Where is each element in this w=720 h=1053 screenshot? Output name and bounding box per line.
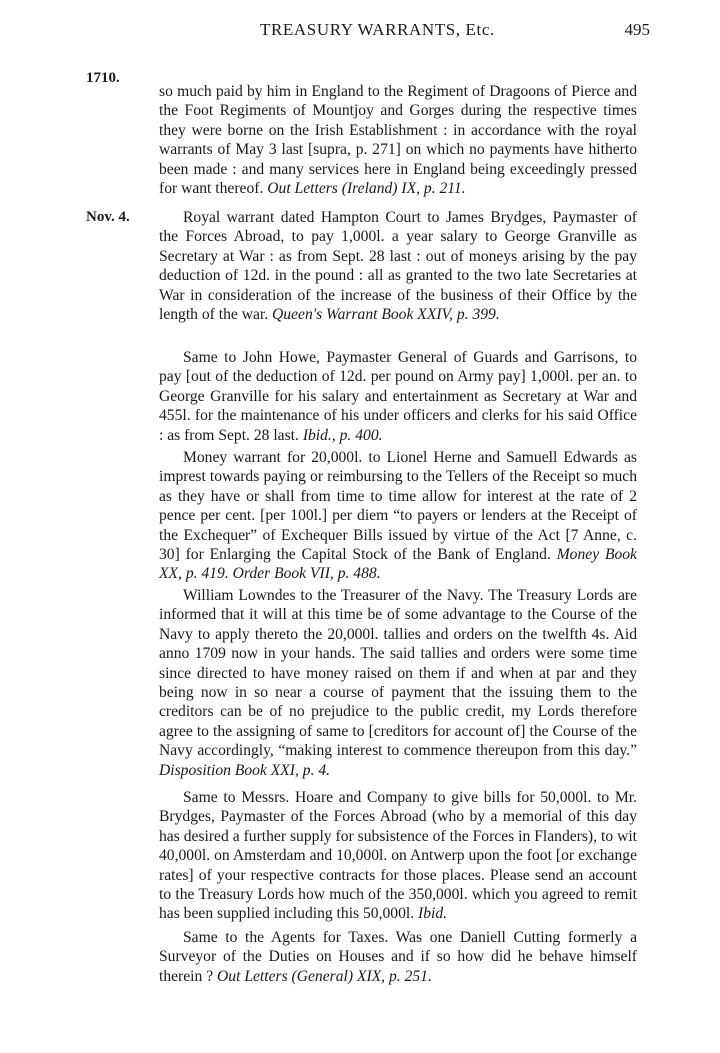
margin-date-nov4: Nov. 4. [86, 209, 130, 225]
entry-text: Money warrant for 20,000l. to Lionel Herne and Samuell Edwards as imprest towards paying or reimbursing to the Tellers of the Receipt so much as they have or shall from time to time allow for interest at the rate of 2 pence per cent. [per 100l.] per diem “to payers or lenders at the Receipt of the Exchequer” of Exchequer Bills issued by virtue of the Act [7 Anne, c. 30] for Enlarging the Capital Stock of the Bank of England. [159, 449, 637, 564]
entry-royal-warrant-brydges [159, 208, 637, 324]
running-title: TREASURY WARRANTS, Etc. [260, 20, 495, 39]
page-number: 495 [624, 20, 650, 39]
entry-citation: Queen's Warrant Book XXIV, p. 399. [272, 306, 500, 324]
entry-text: Same to John Howe, Paymaster General of Guards and Garrisons, to pay [out of the deduction of 12d. per pound on Army pay] 1,000l. per an. to George Granville for his salary and entertainment as Secretary at War and 455l. for the maintenance of his under officers and clerks for his said Office : as from Sept. 28 last. [159, 349, 637, 444]
entry-citation: Money Book XX, p. 419. Order Book VII, p. 488. [159, 546, 637, 583]
entry-john-howe [159, 348, 637, 445]
entry-citation: Ibid. [418, 905, 448, 923]
entry-citation: Out Letters (Ireland) IX, p. 211. [267, 180, 466, 198]
entry-text: Same to Messrs. Hoare and Company to give bills for 50,000l. to Mr. Brydges, Paymaster of the Forces Abroad (who by a memorial of this day has desired a further supply for subsistence of the Forces in Flanders), to wit 40,000l. on Amsterdam and 10,000l. on Antwerp upon the foot [or exchange rates] of your respective contracts for those places. Please send an account to the Treasury Lords how much of the 350,000l. which you agreed to remit has been supplied including this 50,000l. [159, 789, 637, 923]
entry-hoare-company [159, 788, 637, 924]
entry-text: Royal warrant dated Hampton Court to James Brydges, Paymaster of the Forces Abroad, to pay 1,000l. a year salary to George Granville as Secretary at War : as from Sept. 28 last : out of moneys arising by the pay deduction of 12d. in the pound : all as granted to the two late Secretaries at War in consideration of the increase of the business of their Office by the length of the war. [159, 209, 637, 324]
entry-text: William Lowndes to the Treasurer of the Navy. The Treasury Lords are informed that it will at this time be of some advantage to the Course of the Navy to apply thereto the 20,000l. tallies and orders on the twelfth 4s. Aid anno 1709 now in your hands. The said tallies and orders were some time since directed to have money raised on them if and when at par and they being now in so near a course of payment that the issuing them to the creditors can be of no prejudice to the public credit, my Lords therefore agree to the assigning of same to [creditors for account of] the Course of the Navy accordingly, “making interest to commence thereupon from this day.” [159, 587, 637, 760]
entry-lowndes-navy [159, 586, 637, 780]
margin-year: 1710. [86, 70, 120, 86]
entry-agents-taxes [159, 928, 637, 986]
entry-citation: Ibid., p. 400. [302, 426, 383, 444]
entry-money-warrant [159, 448, 637, 584]
entry-continuation [159, 82, 637, 198]
entry-citation: Disposition Book XXI, p. 4. [159, 761, 331, 779]
entry-citation: Out Letters (General) XIX, p. 251. [217, 967, 432, 985]
entry-text: so much paid by him in England to the Regiment of Dragoons of Pierce and the Foot Regiments of Mountjoy and Gorges during the respective times they were borne on the Irish Establishment : in accordance with the royal warrants of May 3 last [supra, p. 271] on which no payments have hitherto been made : and many services here in England being exceedingly pressed for want thereof. [159, 83, 637, 198]
entry-text: Same to the Agents for Taxes. Was one Daniell Cutting formerly a Surveyor of the Duties on Houses and if so how did he behave himself therein ? [159, 929, 637, 985]
